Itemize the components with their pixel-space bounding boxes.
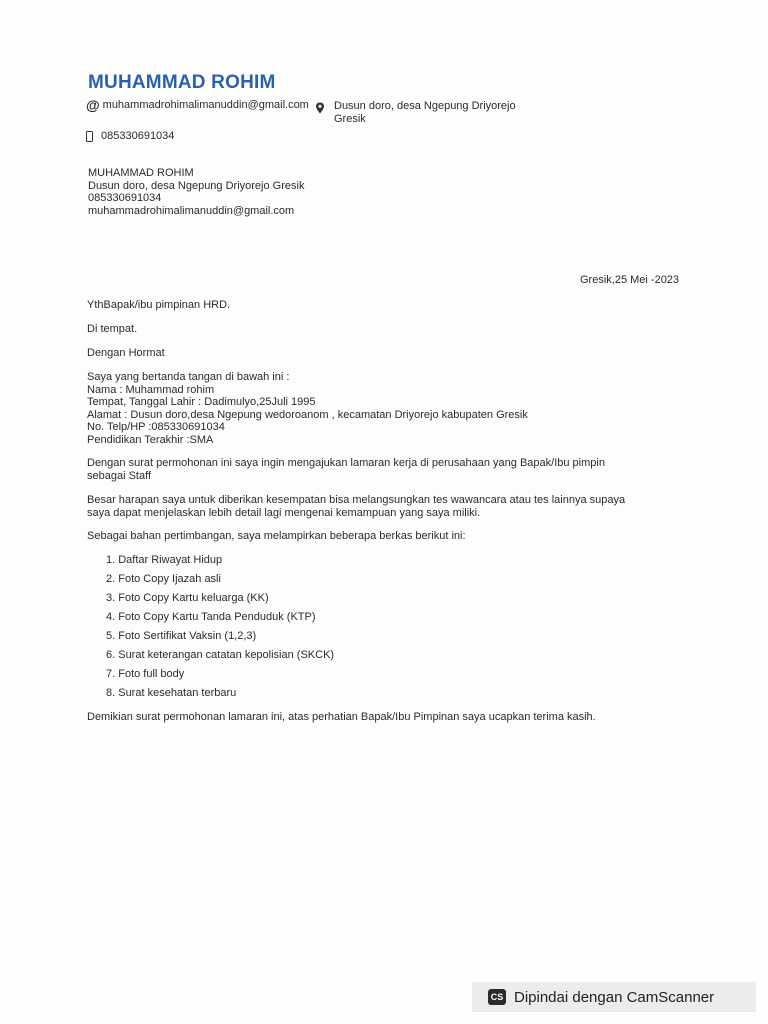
list-item: 4. Foto Copy Kartu Tanda Penduduk (KTP) <box>106 611 316 623</box>
header-address-line2: Gresik <box>334 113 366 125</box>
detail-telp: No. Telp/HP :085330691034 <box>87 421 225 433</box>
header-phone: 085330691034 <box>101 130 175 142</box>
letter-date: Gresik,25 Mei -2023 <box>580 274 680 286</box>
detail-pendidikan: Pendidikan Terakhir :SMA <box>87 433 214 446</box>
camscanner-watermark <box>472 982 756 1012</box>
sender-phone: 085330691034 <box>88 192 162 204</box>
paragraph-hope-line2: saya dapat menjelaskan lebih detail lagi mengenai kemampuan yang saya miliki. <box>87 506 481 519</box>
list-item: 6. Surat keterangan catatan kepolisian (SKCK) <box>106 649 335 661</box>
list-item: 7. Foto full body <box>106 668 185 680</box>
paragraph-hope <box>87 494 625 519</box>
phone-icon <box>86 131 93 142</box>
list-item: 8. Surat kesehatan terbaru <box>106 687 237 699</box>
paragraph-application-line2: sebagai Staff <box>87 469 152 482</box>
header-email: muhammadrohimalimanuddin@gmail.com <box>102 99 309 111</box>
sender-block <box>88 167 304 217</box>
attachments-intro: Sebagai bahan pertimbangan, saya melampirkan beberapa berkas berikut ini: <box>87 530 466 542</box>
sender-email: muhammadrohimalimanuddin@gmail.com <box>88 204 295 217</box>
camscanner-text: Dipindai dengan CamScanner <box>514 988 715 1006</box>
list-item: 1. Daftar Riwayat Hidup <box>106 554 223 566</box>
list-item: 5. Foto Sertifikat Vaksin (1,2,3) <box>106 630 257 642</box>
attachments-list <box>106 554 334 706</box>
header-address-line1: Dusun doro, desa Ngepung Driyorejo <box>334 100 516 112</box>
paragraph-application-line1: Dengan surat permohonan ini saya ingin mengajukan lamaran kerja di perusahaan yang Bapak/Ibu pimpin <box>87 457 605 469</box>
header-name: MUHAMMAD ROHIM <box>88 72 276 93</box>
at-icon: @ <box>86 97 100 113</box>
closing-paragraph: Demikian surat permohonan lamaran ini, atas perhatian Bapak/Ibu Pimpinan saya ucapkan terima kasih. <box>87 711 596 723</box>
detail-ttl: Tempat, Tanggal Lahir : Dadimulyo,25Juli 1995 <box>87 396 316 408</box>
detail-alamat: Alamat : Dusun doro,desa Ngepung wedoroanom , kecamatan Driyorejo kabupaten Gresik <box>87 408 528 421</box>
personal-details <box>87 371 528 446</box>
header-address <box>316 100 516 126</box>
paragraph-hope-line1: Besar harapan saya untuk diberikan kesempatan bisa melangsungkan tes wawancara atau tes lainnya supaya <box>87 494 626 506</box>
list-item: 2. Foto Copy Ijazah asli <box>106 573 221 585</box>
place: Di tempat. <box>87 323 138 335</box>
location-pin-icon <box>315 102 325 114</box>
sender-address: Dusun doro, desa Ngepung Driyorejo Gresik <box>88 179 305 192</box>
header-phone-row <box>86 130 174 142</box>
detail-nama: Nama : Muhammad rohim <box>87 383 215 396</box>
intro-line: Saya yang bertanda tangan di bawah ini : <box>87 371 290 383</box>
greeting: Dengan Hormat <box>87 347 165 359</box>
sender-name: MUHAMMAD ROHIM <box>88 167 194 179</box>
recipient: YthBapak/ibu pimpinan HRD. <box>87 299 231 311</box>
paragraph-application <box>87 457 605 482</box>
header-email-row <box>86 98 309 112</box>
camscanner-logo: CS <box>488 989 506 1005</box>
list-item: 3. Foto Copy Kartu keluarga (KK) <box>106 592 269 604</box>
